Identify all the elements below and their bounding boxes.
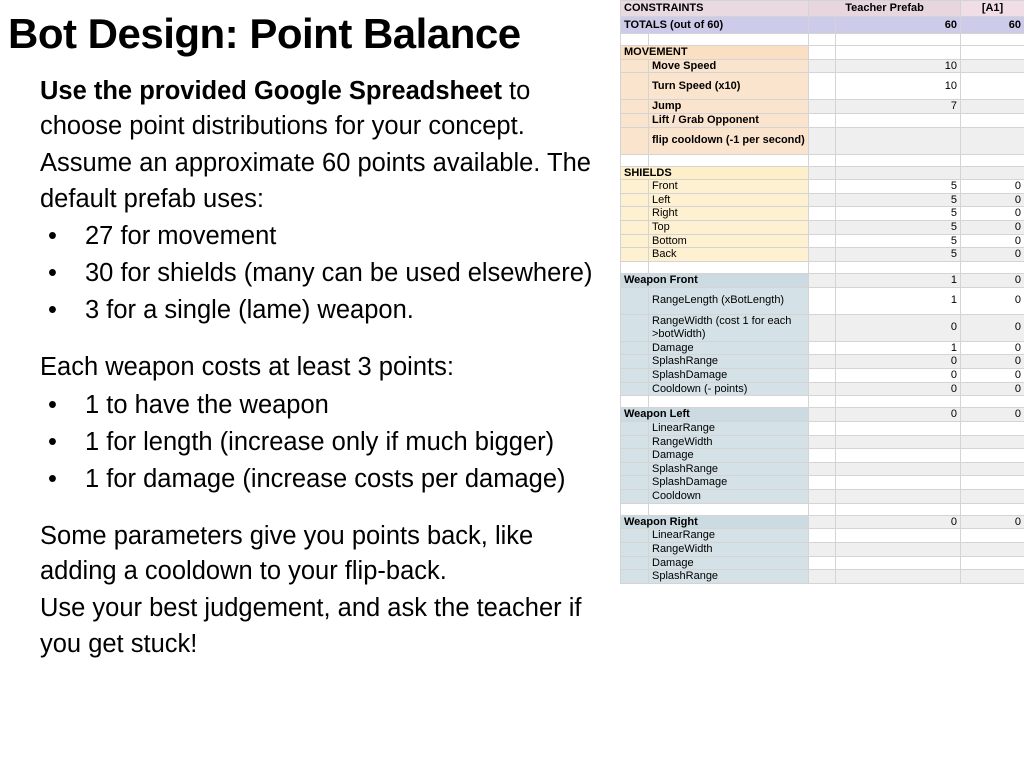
table-row[interactable] (621, 462, 1024, 476)
table-row[interactable] (621, 221, 1024, 235)
table-row[interactable] (621, 556, 1024, 570)
intro-paragraph-1 (40, 74, 615, 144)
row-gap-cell[interactable] (809, 207, 836, 221)
row-gap-cell[interactable] (809, 543, 836, 557)
spacer-indent-cell[interactable] (621, 262, 649, 274)
list-item-label: 1 to have the weapon (85, 390, 329, 419)
table-row[interactable] (621, 113, 1024, 127)
bullet-list-prefab (40, 219, 615, 329)
row-indent-cell[interactable] (621, 234, 649, 248)
row-label[interactable]: Bottom (649, 234, 809, 248)
spacer-row[interactable] (621, 154, 1024, 166)
totals-row[interactable] (621, 17, 1024, 34)
row-prefab-value[interactable] (836, 543, 961, 557)
bullet-icon: • (48, 464, 57, 493)
spacer-value-cell[interactable] (836, 34, 961, 46)
row-label[interactable]: Right (649, 207, 809, 221)
row-a1-value[interactable] (961, 543, 1024, 557)
row-gap-cell[interactable] (809, 127, 836, 154)
row-label[interactable]: RangeLength (xBotLength) (649, 287, 809, 314)
row-prefab-value[interactable]: 0 (836, 314, 961, 341)
row-prefab-value[interactable]: 10 (836, 59, 961, 73)
row-label[interactable]: Lift / Grab Opponent (649, 113, 809, 127)
table-row[interactable] (621, 355, 1024, 369)
row-gap-cell[interactable] (809, 449, 836, 463)
list-item (40, 425, 615, 460)
row-a1-value[interactable]: 0 (961, 234, 1024, 248)
spacer-label-cell[interactable] (649, 262, 809, 274)
totals-prefab-value[interactable]: 60 (836, 17, 961, 34)
row-label[interactable]: Turn Speed (x10) (649, 73, 809, 100)
table-row[interactable] (621, 570, 1024, 584)
list-item-label: 30 for shields (many can be used elsewhere) (85, 258, 593, 287)
spacer-gap-cell[interactable] (809, 396, 836, 408)
row-indent-cell[interactable] (621, 59, 649, 73)
row-indent-cell[interactable] (621, 368, 649, 382)
spacer-label-cell[interactable] (649, 34, 809, 46)
weapon-cost-lead: Each weapon costs at least 3 points: (40, 353, 454, 382)
row-indent-cell[interactable] (621, 476, 649, 490)
row-prefab-value[interactable] (836, 476, 961, 490)
section-a1-value[interactable] (961, 46, 1024, 60)
row-a1-value[interactable] (961, 127, 1024, 154)
totals-a1-value[interactable]: 60 (961, 17, 1024, 34)
row-indent-cell[interactable] (621, 113, 649, 127)
section-title-weap-3[interactable]: Weapon Left (621, 408, 809, 422)
row-a1-value[interactable]: 0 (961, 287, 1024, 314)
intro-paragraph-2: Assume an approximate 60 points available. The default prefab uses: (40, 149, 591, 213)
row-a1-value[interactable]: 0 (961, 193, 1024, 207)
row-a1-value[interactable] (961, 490, 1024, 504)
row-indent-cell[interactable] (621, 449, 649, 463)
section-title-shield-1[interactable]: SHIELDS (621, 166, 809, 180)
row-prefab-value[interactable]: 5 (836, 221, 961, 235)
row-indent-cell[interactable] (621, 127, 649, 154)
list-item (40, 388, 615, 423)
row-prefab-value[interactable]: 10 (836, 73, 961, 100)
row-indent-cell[interactable] (621, 73, 649, 100)
table-row[interactable] (621, 449, 1024, 463)
row-a1-value[interactable]: 0 (961, 341, 1024, 355)
list-item-label: 3 for a single (lame) weapon. (85, 296, 414, 325)
row-prefab-value[interactable]: 1 (836, 287, 961, 314)
row-a1-value[interactable] (961, 476, 1024, 490)
bullet-icon: • (48, 296, 57, 325)
row-prefab-value[interactable] (836, 462, 961, 476)
section-header-row[interactable] (621, 274, 1024, 288)
section-header-row[interactable] (621, 46, 1024, 60)
table-row[interactable] (621, 382, 1024, 396)
row-indent-cell[interactable] (621, 207, 649, 221)
row-gap-cell[interactable] (809, 73, 836, 100)
slide-body (40, 74, 615, 664)
row-gap-cell[interactable] (809, 193, 836, 207)
row-gap-cell[interactable] (809, 529, 836, 543)
row-a1-value[interactable] (961, 59, 1024, 73)
bullet-icon: • (48, 258, 57, 287)
row-prefab-value[interactable] (836, 570, 961, 584)
row-label[interactable]: SplashRange (649, 570, 809, 584)
bullet-icon: • (48, 390, 57, 419)
spacer-value-cell[interactable] (836, 154, 961, 166)
row-gap-cell[interactable] (809, 355, 836, 369)
row-a1-value[interactable]: 0 (961, 314, 1024, 341)
row-indent-cell[interactable] (621, 462, 649, 476)
row-gap-cell[interactable] (809, 435, 836, 449)
row-label[interactable]: SplashRange (649, 462, 809, 476)
table-row[interactable] (621, 193, 1024, 207)
table-row[interactable] (621, 543, 1024, 557)
row-indent-cell[interactable] (621, 490, 649, 504)
list-item (40, 462, 615, 497)
row-prefab-value[interactable] (836, 435, 961, 449)
row-prefab-value[interactable] (836, 421, 961, 435)
row-indent-cell[interactable] (621, 570, 649, 584)
row-gap-cell[interactable] (809, 462, 836, 476)
row-a1-value[interactable]: 0 (961, 382, 1024, 396)
section-a1-value[interactable]: 0 (961, 515, 1024, 529)
row-label[interactable]: Jump (649, 100, 809, 114)
row-a1-value[interactable] (961, 435, 1024, 449)
row-gap-cell[interactable] (809, 490, 836, 504)
section-gap-cell[interactable] (809, 46, 836, 60)
row-gap-cell[interactable] (809, 59, 836, 73)
spacer-indent-cell[interactable] (621, 503, 649, 515)
section-title-weap-4[interactable]: Weapon Right (621, 515, 809, 529)
row-a1-value[interactable]: 0 (961, 248, 1024, 262)
row-prefab-value[interactable] (836, 490, 961, 504)
spacer-a1-cell[interactable] (961, 396, 1024, 408)
row-prefab-value[interactable]: 1 (836, 341, 961, 355)
row-indent-cell[interactable] (621, 221, 649, 235)
table-row[interactable] (621, 341, 1024, 355)
row-indent-cell[interactable] (621, 314, 649, 341)
spacer-a1-cell[interactable] (961, 503, 1024, 515)
row-label[interactable]: Damage (649, 449, 809, 463)
row-label[interactable]: Top (649, 221, 809, 235)
spacer-label-cell[interactable] (649, 154, 809, 166)
section-gap-cell[interactable] (809, 274, 836, 288)
row-label[interactable]: Front (649, 180, 809, 194)
row-gap-cell[interactable] (809, 556, 836, 570)
row-label[interactable]: RangeWidth (cost 1 for each >botWidth) (649, 314, 809, 341)
section-gap-cell[interactable] (809, 166, 836, 180)
spacer-a1-cell[interactable] (961, 262, 1024, 274)
table-row[interactable] (621, 435, 1024, 449)
row-label[interactable]: Damage (649, 556, 809, 570)
spacer-value-cell[interactable] (836, 262, 961, 274)
header-a1-label[interactable]: [A1] (961, 1, 1024, 17)
section-header-row[interactable] (621, 515, 1024, 529)
row-prefab-value[interactable] (836, 127, 961, 154)
table-row[interactable] (621, 421, 1024, 435)
row-prefab-value[interactable]: 5 (836, 207, 961, 221)
spacer-indent-cell[interactable] (621, 34, 649, 46)
row-a1-value[interactable] (961, 421, 1024, 435)
row-label[interactable]: LinearRange (649, 421, 809, 435)
intro-rest: to choose point distributions for your concept. (40, 77, 531, 141)
section-prefab-value[interactable]: 0 (836, 515, 961, 529)
row-prefab-value[interactable]: 0 (836, 355, 961, 369)
section-prefab-value[interactable]: 0 (836, 408, 961, 422)
section-prefab-value[interactable]: 1 (836, 274, 961, 288)
spacer-row[interactable] (621, 262, 1024, 274)
row-prefab-value[interactable]: 0 (836, 368, 961, 382)
row-label[interactable]: flip cooldown (-1 per second) (649, 127, 809, 154)
table-row[interactable] (621, 490, 1024, 504)
row-label[interactable]: SplashDamage (649, 476, 809, 490)
table-row[interactable] (621, 368, 1024, 382)
bullet-icon: • (48, 427, 57, 456)
section-header-row[interactable] (621, 408, 1024, 422)
row-prefab-value[interactable] (836, 449, 961, 463)
table-row[interactable] (621, 529, 1024, 543)
intro-bold-lead: Use the provided Google Spreadsheet (40, 77, 502, 105)
row-a1-value[interactable]: 0 (961, 355, 1024, 369)
row-indent-cell[interactable] (621, 382, 649, 396)
table-row[interactable] (621, 314, 1024, 341)
section-a1-value[interactable] (961, 166, 1024, 180)
row-a1-value[interactable] (961, 529, 1024, 543)
row-prefab-value[interactable]: 5 (836, 234, 961, 248)
spacer-a1-cell[interactable] (961, 34, 1024, 46)
row-label[interactable]: Back (649, 248, 809, 262)
row-indent-cell[interactable] (621, 543, 649, 557)
row-label[interactable]: Move Speed (649, 59, 809, 73)
spacer-gap-cell[interactable] (809, 503, 836, 515)
closing-paragraph-1: Some parameters give you points back, like adding a cooldown to your flip-back. (40, 522, 534, 586)
constraints-table[interactable] (620, 0, 1024, 584)
row-a1-value[interactable]: 0 (961, 207, 1024, 221)
table-row[interactable] (621, 73, 1024, 100)
section-header-row[interactable] (621, 166, 1024, 180)
row-indent-cell[interactable] (621, 100, 649, 114)
list-item (40, 256, 615, 291)
header-constraints-label[interactable]: CONSTRAINTS (621, 1, 809, 17)
table-row[interactable] (621, 207, 1024, 221)
spacer-indent-cell[interactable] (621, 396, 649, 408)
row-indent-cell[interactable] (621, 529, 649, 543)
spacer-label-cell[interactable] (649, 396, 809, 408)
table-row[interactable] (621, 127, 1024, 154)
row-a1-value[interactable]: 0 (961, 221, 1024, 235)
row-a1-value[interactable]: 0 (961, 368, 1024, 382)
row-label[interactable]: Cooldown (649, 490, 809, 504)
row-a1-value[interactable] (961, 73, 1024, 100)
section-prefab-value[interactable] (836, 46, 961, 60)
header-teacher-prefab-label[interactable]: Teacher Prefab (809, 1, 961, 17)
row-gap-cell[interactable] (809, 476, 836, 490)
row-gap-cell[interactable] (809, 314, 836, 341)
table-row[interactable] (621, 234, 1024, 248)
row-label[interactable]: SplashDamage (649, 368, 809, 382)
row-label[interactable]: SplashRange (649, 355, 809, 369)
bullet-icon: • (48, 221, 57, 250)
row-prefab-value[interactable] (836, 113, 961, 127)
row-label[interactable]: Cooldown (- points) (649, 382, 809, 396)
row-gap-cell[interactable] (809, 100, 836, 114)
row-label[interactable]: Damage (649, 341, 809, 355)
spacer-gap-cell[interactable] (809, 34, 836, 46)
spacer-label-cell[interactable] (649, 503, 809, 515)
spacer-a1-cell[interactable] (961, 154, 1024, 166)
row-gap-cell[interactable] (809, 221, 836, 235)
row-a1-value[interactable] (961, 100, 1024, 114)
section-gap-cell[interactable] (809, 515, 836, 529)
section-prefab-value[interactable] (836, 166, 961, 180)
row-indent-cell[interactable] (621, 180, 649, 194)
row-a1-value[interactable] (961, 113, 1024, 127)
spacer-value-cell[interactable] (836, 396, 961, 408)
row-indent-cell[interactable] (621, 193, 649, 207)
closing-paragraph-2: Use your best judgement, and ask the teacher if you get stuck! (40, 594, 582, 658)
row-prefab-value[interactable]: 7 (836, 100, 961, 114)
row-prefab-value[interactable]: 0 (836, 382, 961, 396)
row-a1-value[interactable]: 0 (961, 180, 1024, 194)
row-gap-cell[interactable] (809, 368, 836, 382)
row-gap-cell[interactable] (809, 234, 836, 248)
list-item-label: 1 for damage (increase costs per damage) (85, 464, 566, 493)
row-label[interactable]: Left (649, 193, 809, 207)
row-a1-value[interactable] (961, 462, 1024, 476)
spacer-row[interactable] (621, 396, 1024, 408)
totals-label[interactable]: TOTALS (out of 60) (621, 17, 809, 34)
row-prefab-value[interactable]: 5 (836, 193, 961, 207)
row-label[interactable]: RangeWidth (649, 435, 809, 449)
row-a1-value[interactable] (961, 556, 1024, 570)
row-gap-cell[interactable] (809, 382, 836, 396)
row-prefab-value[interactable]: 5 (836, 180, 961, 194)
totals-gap-cell[interactable] (809, 17, 836, 34)
section-a1-value[interactable]: 0 (961, 408, 1024, 422)
row-label[interactable]: RangeWidth (649, 543, 809, 557)
row-gap-cell[interactable] (809, 180, 836, 194)
table-row[interactable] (621, 59, 1024, 73)
row-prefab-value[interactable]: 5 (836, 248, 961, 262)
list-item (40, 219, 615, 254)
spacer-row[interactable] (621, 34, 1024, 46)
spacer-gap-cell[interactable] (809, 262, 836, 274)
row-label[interactable]: LinearRange (649, 529, 809, 543)
row-indent-cell[interactable] (621, 421, 649, 435)
spacer-row[interactable] (621, 503, 1024, 515)
row-indent-cell[interactable] (621, 435, 649, 449)
row-gap-cell[interactable] (809, 570, 836, 584)
row-gap-cell[interactable] (809, 341, 836, 355)
row-gap-cell[interactable] (809, 287, 836, 314)
row-indent-cell[interactable] (621, 287, 649, 314)
spreadsheet-pane[interactable] (620, 0, 1024, 768)
row-indent-cell[interactable] (621, 341, 649, 355)
bullet-list-weapon-costs (40, 388, 615, 498)
table-row[interactable] (621, 287, 1024, 314)
page-title: Bot Design: Point Balance (8, 10, 521, 57)
list-item-label: 27 for movement (85, 221, 277, 250)
row-gap-cell[interactable] (809, 113, 836, 127)
row-a1-value[interactable] (961, 449, 1024, 463)
table-row[interactable] (621, 180, 1024, 194)
spacer-gap-cell[interactable] (809, 154, 836, 166)
table-row[interactable] (621, 100, 1024, 114)
row-prefab-value[interactable] (836, 529, 961, 543)
table-header-row[interactable] (621, 1, 1024, 17)
row-indent-cell[interactable] (621, 355, 649, 369)
section-title-move-0[interactable]: MOVEMENT (621, 46, 809, 60)
section-gap-cell[interactable] (809, 408, 836, 422)
table-row[interactable] (621, 248, 1024, 262)
section-a1-value[interactable]: 0 (961, 274, 1024, 288)
row-gap-cell[interactable] (809, 421, 836, 435)
row-gap-cell[interactable] (809, 248, 836, 262)
row-a1-value[interactable] (961, 570, 1024, 584)
table-row[interactable] (621, 476, 1024, 490)
row-indent-cell[interactable] (621, 556, 649, 570)
row-indent-cell[interactable] (621, 248, 649, 262)
row-prefab-value[interactable] (836, 556, 961, 570)
spacer-value-cell[interactable] (836, 503, 961, 515)
section-title-weap-2[interactable]: Weapon Front (621, 274, 809, 288)
list-item-label: 1 for length (increase only if much bigger) (85, 427, 555, 456)
spacer-indent-cell[interactable] (621, 154, 649, 166)
list-item (40, 293, 615, 328)
